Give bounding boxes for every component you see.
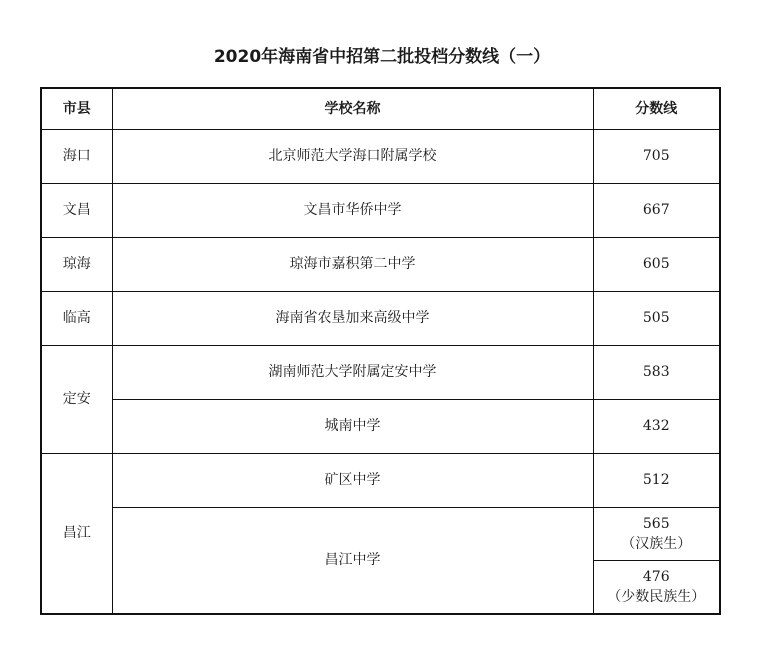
table-row [41, 345, 720, 399]
school-cell: 北京师范大学海口附属学校 [112, 129, 593, 183]
header-school: 学校名称 [112, 88, 593, 129]
score-value: 476 [642, 568, 670, 585]
table-row [41, 237, 720, 291]
score-cell: 667 [593, 183, 720, 237]
score-cell [593, 560, 720, 614]
score-cell: 432 [593, 399, 720, 453]
score-note: （少数民族生） [607, 588, 706, 605]
header-city: 市县 [41, 88, 112, 129]
score-cell: 583 [593, 345, 720, 399]
score-table [40, 87, 721, 615]
table-row [41, 183, 720, 237]
table-header-row [41, 88, 720, 129]
school-cell: 昌江中学 [112, 507, 593, 614]
school-cell: 矿区中学 [112, 453, 593, 507]
table-row [41, 453, 720, 507]
score-cell: 705 [593, 129, 720, 183]
city-cell: 昌江 [41, 453, 112, 614]
header-score: 分数线 [593, 88, 720, 129]
school-cell: 城南中学 [112, 399, 593, 453]
city-cell: 临高 [41, 291, 112, 345]
school-cell: 海南省农垦加来高级中学 [112, 291, 593, 345]
table-row [41, 291, 720, 345]
table-row [41, 507, 720, 560]
city-cell: 定安 [41, 345, 112, 453]
score-value: 565 [642, 515, 670, 532]
school-cell: 琼海市嘉积第二中学 [112, 237, 593, 291]
city-cell: 文昌 [41, 183, 112, 237]
city-cell: 琼海 [41, 237, 112, 291]
score-cell: 512 [593, 453, 720, 507]
school-cell: 湖南师范大学附属定安中学 [112, 345, 593, 399]
school-cell: 文昌市华侨中学 [112, 183, 593, 237]
score-note: （汉族生） [621, 535, 692, 552]
score-cell: 505 [593, 291, 720, 345]
score-cell [593, 507, 720, 560]
score-cell: 605 [593, 237, 720, 291]
city-cell: 海口 [41, 129, 112, 183]
table-row [41, 399, 720, 453]
table-row [41, 129, 720, 183]
page-title: 2020年海南省中招第二批投档分数线（一） [213, 47, 551, 67]
